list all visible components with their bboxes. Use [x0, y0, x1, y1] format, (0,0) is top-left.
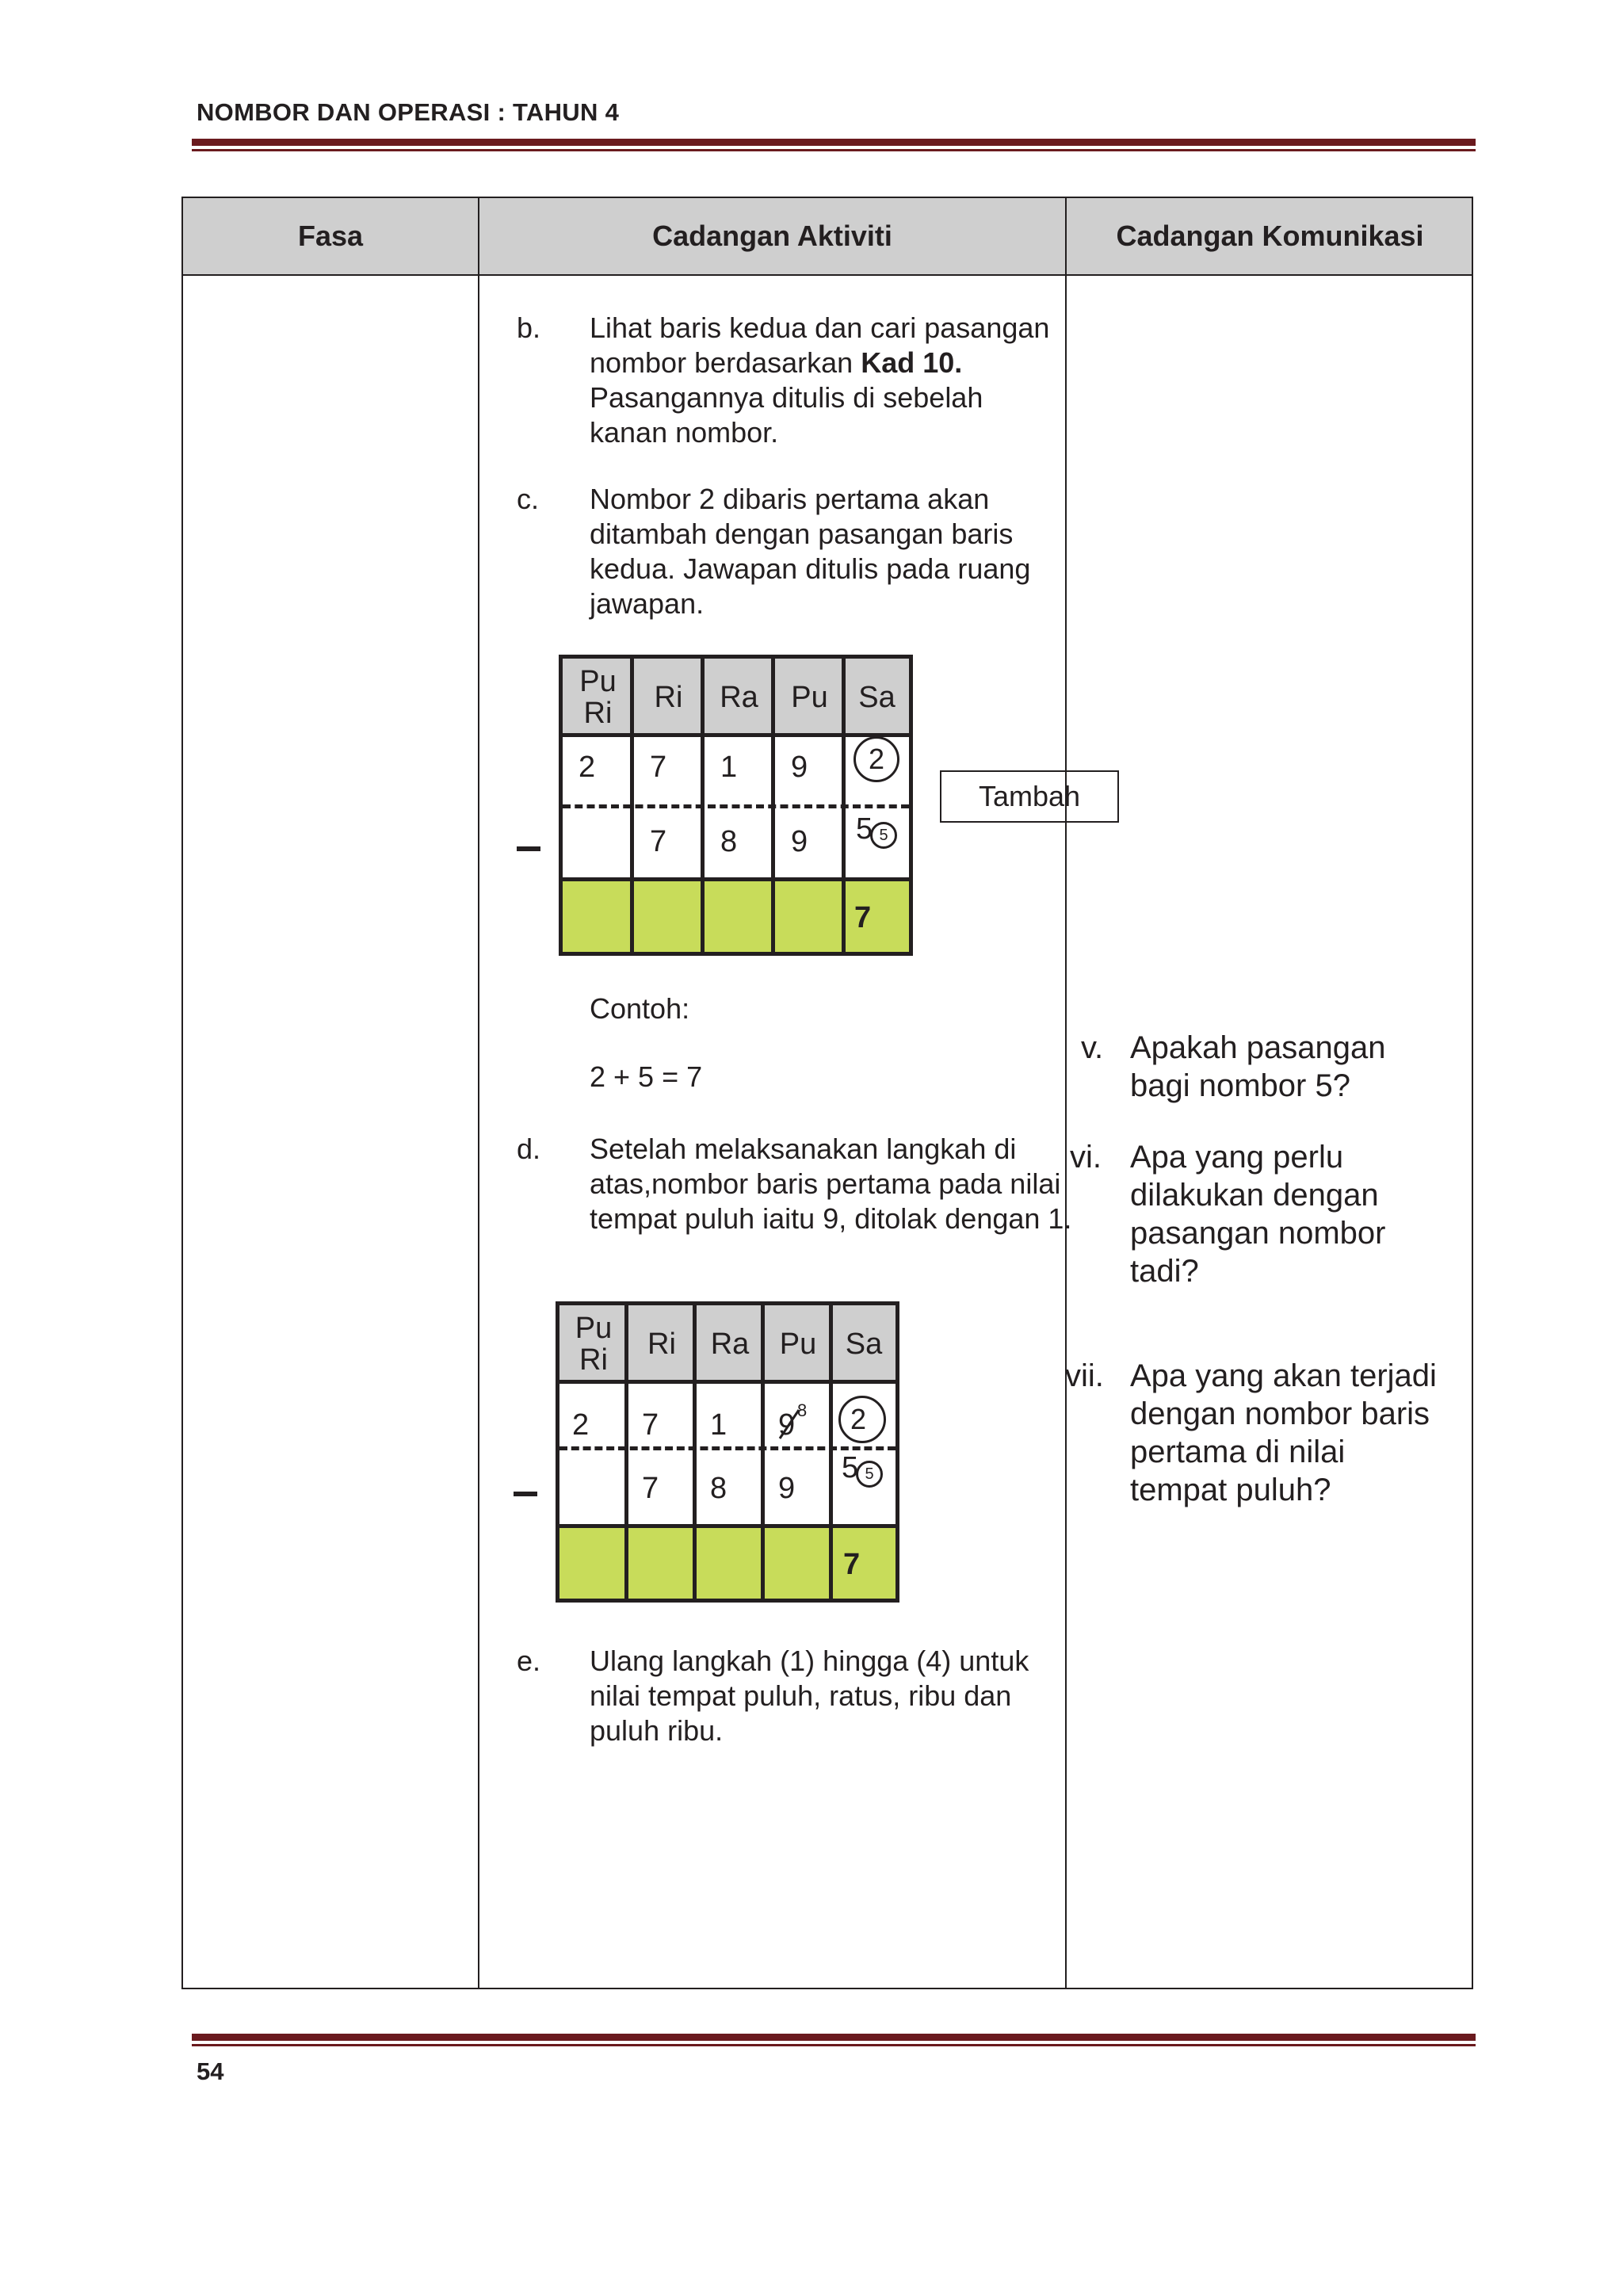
page-header-title: NOMBOR DAN OPERASI : TAHUN 4 — [197, 98, 620, 126]
grid-digit: 7 — [650, 825, 667, 858]
footer-rule-thin — [192, 2044, 1476, 2046]
pair-circle — [870, 822, 897, 849]
grid-digit: 9 — [778, 1472, 796, 1505]
circled-digit — [854, 736, 899, 782]
grid-header-cell: Pu Ri — [563, 659, 633, 736]
column-header-komunikasi: Cadangan Komunikasi — [1116, 220, 1424, 252]
grid-digit: 9 — [778, 1408, 796, 1442]
grid-digit: 7 — [642, 1408, 659, 1442]
activity-text: Setelah melaksanakan langkah di atas,nombor baris pertama pada nilai tempat puluh iaitu 9, ditolak dengan 1. — [590, 1133, 1072, 1235]
pair-digit: 5 — [879, 826, 888, 844]
grid-line — [563, 733, 909, 737]
grid-digit: 7 — [642, 1472, 659, 1505]
activity-label: e. — [517, 1645, 541, 1677]
grid-digit: 7 — [650, 751, 667, 784]
grid-line — [559, 1524, 896, 1528]
borrow-mark: 8 — [797, 1400, 808, 1420]
grid-line — [559, 1380, 896, 1384]
circled-digit — [838, 1396, 886, 1443]
tambah-label: Tambah — [940, 770, 1119, 823]
grid-digit: 2 — [572, 1408, 590, 1442]
grid-digit: 8 — [720, 825, 738, 858]
grid-line — [624, 1305, 628, 1599]
header-rule — [192, 139, 1476, 146]
question-label: v. — [1081, 1030, 1104, 1065]
column-divider — [478, 198, 479, 1988]
grid-header-cell: Ri — [628, 1305, 696, 1383]
row-divider-dashed — [563, 804, 909, 808]
grid-digit: 5 — [842, 1451, 859, 1484]
grid-digit: 9 — [791, 825, 808, 858]
grid-line — [761, 1305, 765, 1599]
grid-digit: 1 — [710, 1408, 727, 1442]
grid-digit: 8 — [710, 1472, 727, 1505]
activity-label: b. — [517, 311, 541, 344]
footer-rule — [192, 2034, 1476, 2041]
grid-header-cell: Ra — [696, 1305, 764, 1383]
grid-answer-cell: 7 — [854, 901, 872, 934]
row-divider-dashed — [559, 1446, 896, 1450]
pair-digit: 5 — [865, 1465, 874, 1483]
grid-header-cell: Sa — [845, 659, 909, 736]
activity-text — [590, 311, 1065, 450]
minus-sign — [517, 846, 540, 851]
question-text: Apa yang perlu dilakukan dengan pasangan nombor tadi? — [1130, 1140, 1386, 1289]
question-text: Apakah pasangan bagi nombor 5? — [1130, 1030, 1386, 1103]
grid-header-cell: Pu Ri — [559, 1305, 628, 1383]
grid-digit: 2 — [868, 743, 885, 775]
grid-digit: 5 — [856, 812, 873, 846]
grid-digit: 9 — [791, 751, 808, 784]
grid-line — [829, 1305, 833, 1599]
example-equation: 2 + 5 = 7 — [590, 1060, 703, 1093]
grid-header-cell: Pu — [774, 659, 845, 736]
grid-digit: 1 — [720, 751, 738, 784]
grid-digit: 2 — [850, 1403, 867, 1435]
activity-label: c. — [517, 483, 540, 515]
header-rule-thin — [192, 149, 1476, 151]
page-number: 54 — [197, 2057, 224, 2085]
minus-sign — [514, 1492, 537, 1496]
activity-text: Ulang langkah (1) hingga (4) untuk nilai tempat puluh, ratus, ribu dan puluh ribu. — [590, 1645, 1029, 1747]
example-label: Contoh: — [590, 992, 690, 1025]
question-label: vi. — [1070, 1140, 1102, 1175]
grid-line — [693, 1305, 697, 1599]
grid-header-cell: Sa — [832, 1305, 896, 1383]
activity-text: Nombor 2 dibaris pertama akan ditambah dengan pasangan baris kedua. Jawapan ditulis pada ruang jawapan. — [590, 483, 1031, 620]
place-value-grid-2 — [556, 1301, 899, 1603]
column-header-fasa: Fasa — [297, 220, 364, 252]
grid-line — [563, 877, 909, 881]
place-value-grid-1 — [559, 655, 913, 956]
activity-bold-text: Kad 10. — [861, 346, 963, 379]
activity-label: d. — [517, 1133, 541, 1165]
grid-header-cell: Ra — [704, 659, 774, 736]
grid-answer-cell: 7 — [843, 1548, 861, 1581]
grid-header-cell: Ri — [633, 659, 704, 736]
pair-circle — [856, 1461, 883, 1488]
question-text: Apa yang akan terjadi dengan nombor baris pertama di nilai tempat puluh? — [1130, 1358, 1437, 1507]
activity-text-part: Pasangannya ditulis di sebelah kanan nombor. — [590, 381, 983, 449]
column-header-aktiviti: Cadangan Aktiviti — [652, 220, 892, 252]
grid-digit: 2 — [579, 751, 596, 784]
question-label: vii. — [1065, 1358, 1104, 1393]
activity-text-part: Lihat baris kedua dan cari pasangan nombor berdasarkan — [590, 311, 1050, 379]
grid-header-cell: Pu — [764, 1305, 832, 1383]
